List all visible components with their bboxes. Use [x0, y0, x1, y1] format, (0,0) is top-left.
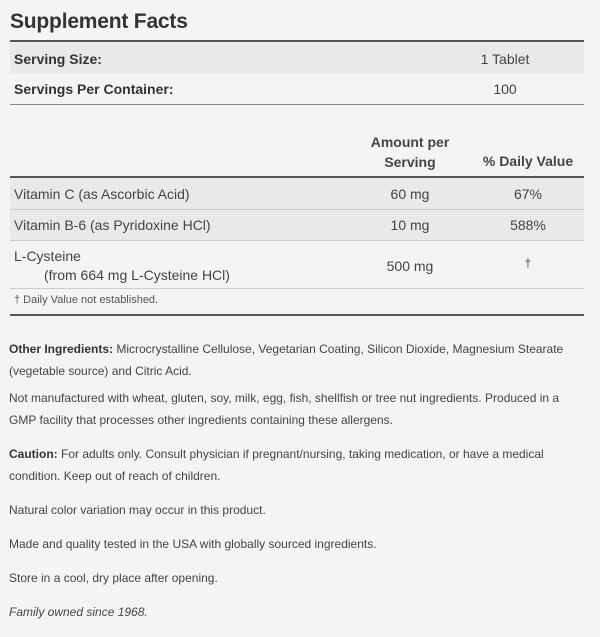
- family-owned-note: Family owned since 1968.: [9, 605, 148, 619]
- nutrient-name: L-Cysteine: [14, 248, 81, 264]
- nutrient-amount: 500 mg: [386, 258, 434, 274]
- other-ingredients: [9, 338, 587, 382]
- panel-bottom-divider: [10, 314, 584, 316]
- made-in-usa-note: Made and quality tested in the USA with globally sourced ingredients.: [9, 537, 377, 551]
- other-ingredients-label: Other Ingredients:: [9, 342, 114, 356]
- nutrient-source: (from 664 mg L-Cysteine HCl): [44, 267, 230, 283]
- amount-header: [355, 132, 465, 172]
- nutrient-daily-value: 588%: [510, 217, 546, 233]
- other-ingredients-text: Microcrystalline Cellulose, Vegetarian Coating, Silicon Dioxide, Magnesium Stearate (vegetable source) and Citric Acid.: [9, 342, 564, 378]
- color-variation-note: Natural color variation may occur in this product.: [9, 503, 266, 517]
- serving-size-label: Serving Size:: [14, 51, 102, 67]
- nutrient-amount: 60 mg: [390, 186, 430, 202]
- nutrient-amount: 10 mg: [390, 217, 430, 233]
- serving-size-value: 1 Tablet: [480, 51, 530, 67]
- nutrient-name: Vitamin C (as Ascorbic Acid): [14, 186, 190, 202]
- panel-title: Supplement Facts: [10, 10, 188, 33]
- servings-per-container-label: Servings Per Container:: [14, 81, 174, 97]
- servings-per-container-value: 100: [493, 81, 517, 97]
- daily-value-footnote: † Daily Value not established.: [14, 294, 159, 306]
- daily-value-header: % Daily Value: [482, 153, 574, 169]
- title-divider: [10, 40, 584, 42]
- storage-note: Store in a cool, dry place after opening.: [9, 571, 218, 585]
- allergen-note: Not manufactured with wheat, gluten, soy, milk, egg, fish, shellfish or tree nut ingredients. Produced in a GMP facility that processes other ingredients containing these allergens.: [9, 391, 560, 427]
- row-divider: [10, 288, 584, 289]
- row-divider: [10, 240, 584, 241]
- amount-header-line2: Serving: [384, 154, 436, 170]
- nutrient-name: Vitamin B-6 (as Pyridoxine HCl): [14, 217, 211, 233]
- nutrient-daily-value: 67%: [513, 186, 543, 202]
- nutrient-daily-value: †: [524, 256, 532, 270]
- caution-text: For adults only. Consult physician if pregnant/nursing, taking medication, or have a medical condition. Keep out of reach of children.: [9, 447, 544, 483]
- amount-header-line1: Amount per: [370, 134, 450, 150]
- serving-divider: [10, 104, 584, 105]
- caution-label: Caution:: [9, 447, 58, 461]
- caution: [9, 443, 587, 487]
